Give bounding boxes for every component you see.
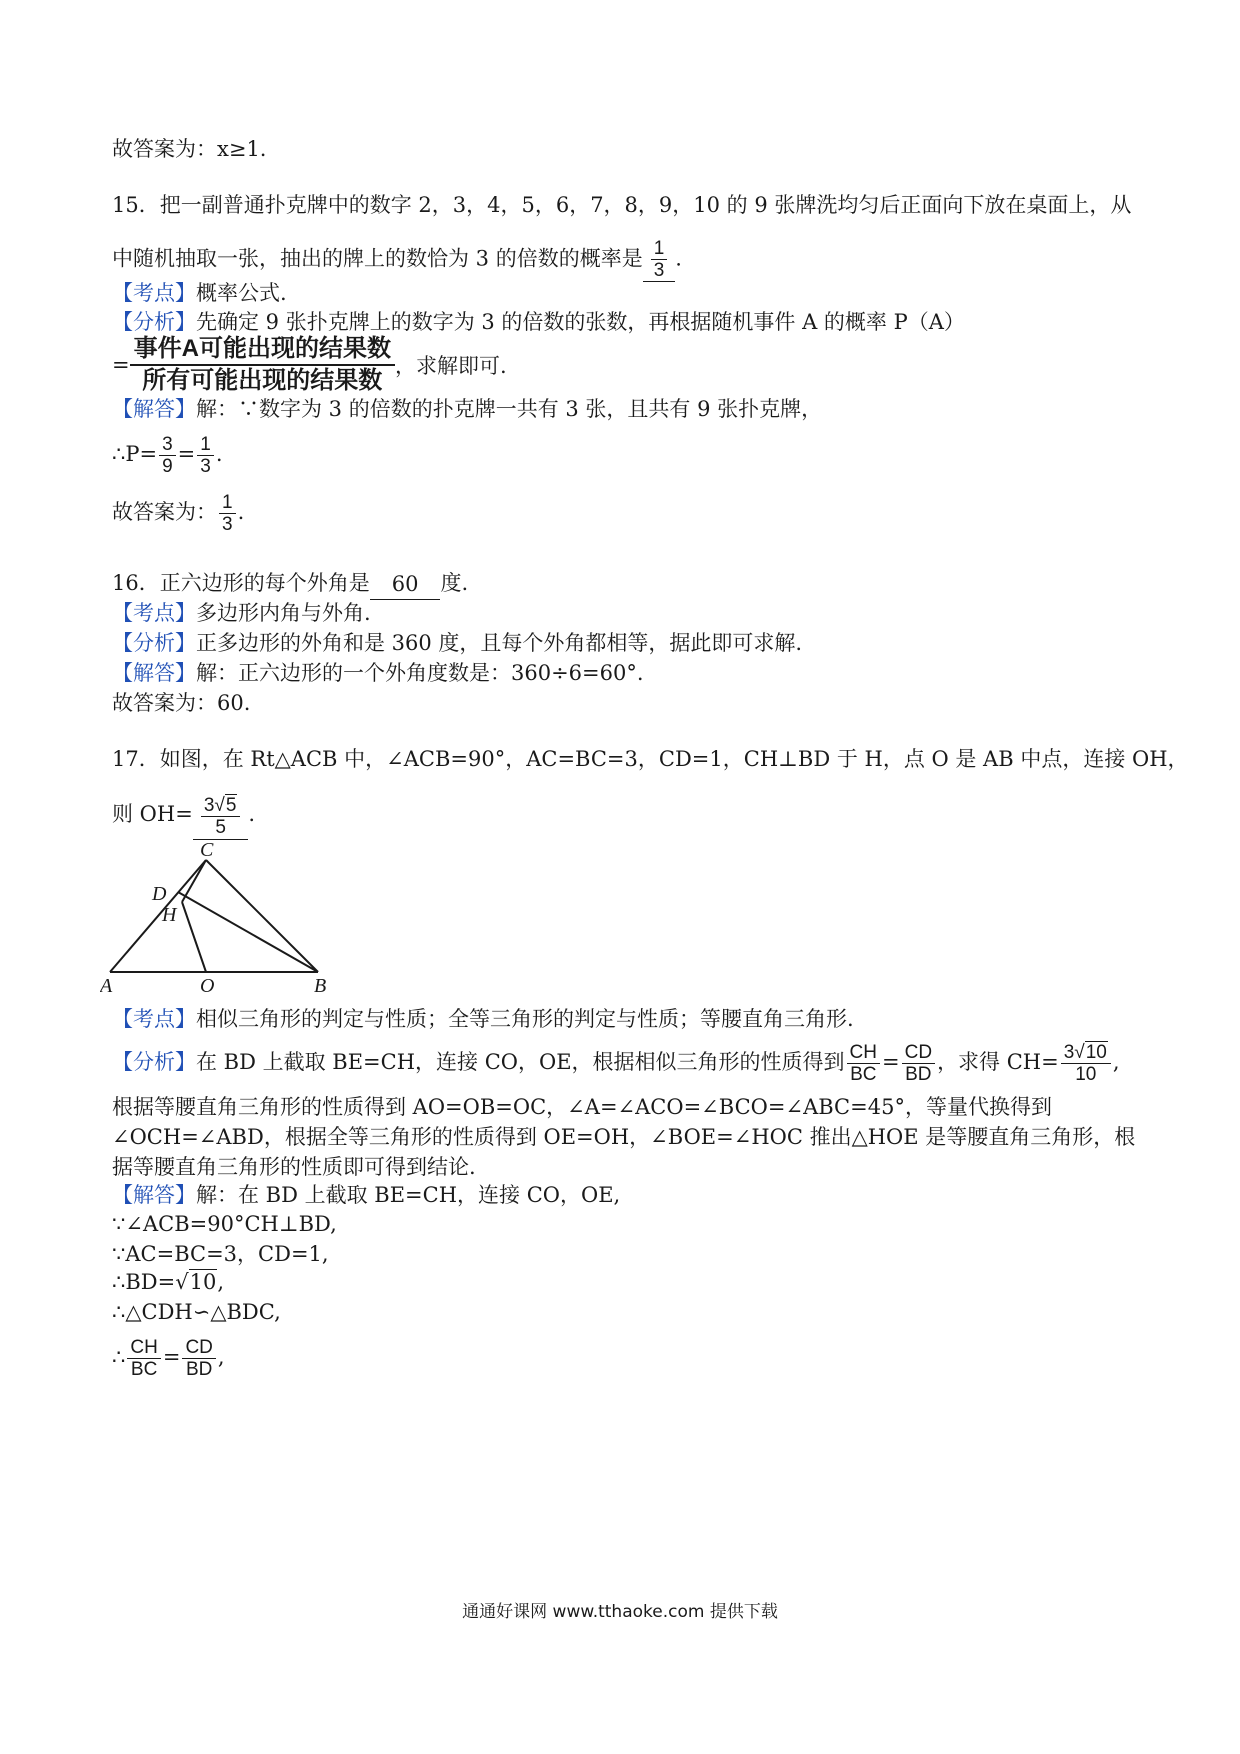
frac-num: 1 (197, 434, 214, 456)
frac-num: CH (127, 1337, 160, 1359)
text: 故答案为： (112, 500, 217, 524)
tag: 【解答】 (112, 397, 196, 421)
jieda-16 (112, 658, 644, 688)
period: . (215, 442, 223, 466)
fenxi-15-formula (112, 334, 507, 400)
label-h: H (162, 904, 177, 926)
text: ，求得 CH= (937, 1050, 1059, 1074)
text: 则 OH= (112, 802, 193, 826)
comma: , (217, 1345, 225, 1369)
frac-num: CH (847, 1042, 880, 1064)
jieda-17 (112, 1180, 620, 1210)
fenxi-15 (112, 307, 965, 337)
tag: 【解答】 (112, 1183, 196, 1207)
equals: = (112, 353, 130, 377)
frac-den: 3 (200, 456, 211, 477)
problem-15-text: 15．把一副普通扑克牌中的数字 2，3，4，5，6，7，8，9，10 的 9 张牌洗均匀后正面向下放在桌面上，从 (112, 193, 1132, 217)
answer-blank (193, 791, 249, 840)
problem-16-text (112, 568, 468, 598)
text: 正多边形的外角和是 360 度，且每个外角都相等，据此即可求解. (196, 631, 803, 655)
fenxi-16 (112, 628, 802, 658)
kaodian-16 (112, 598, 371, 628)
radicand: 10 (1085, 1042, 1107, 1063)
fenxi-17-line4: 据等腰直角三角形的性质即可得到结论. (112, 1155, 476, 1179)
frac-den: 5 (215, 817, 226, 838)
equals: = (882, 1050, 900, 1074)
radicand: 5 (225, 795, 237, 816)
text: ∴P= (112, 442, 158, 466)
fenxi-17 (112, 1034, 1120, 1090)
frac-num: 3 (159, 434, 176, 456)
tag: 【分析】 (112, 1050, 196, 1074)
problem-17-line2 (112, 790, 255, 838)
coef: 3 (203, 795, 215, 816)
answer-line-14: 故答案为：x≥1. (112, 137, 267, 161)
tag: 【分析】 (112, 310, 196, 334)
frac-den: 所有可能出现的结果数 (142, 367, 383, 394)
label-b: B (314, 975, 327, 997)
radicand: 10 (189, 1270, 217, 1294)
frac-num: 1 (219, 492, 236, 514)
frac-num: 事件A可能出现的结果数 (130, 334, 395, 366)
frac-den: BC (850, 1064, 877, 1085)
period: . (237, 500, 245, 524)
text: 16．正六边形的每个外角是 (112, 571, 370, 595)
answer-15 (112, 488, 244, 536)
text: 概率公式. (196, 281, 287, 305)
text: 解：在 BD 上截取 BE=CH，连接 CO，OE, (196, 1183, 621, 1207)
text: ，求解即可. (394, 354, 507, 378)
frac-num (201, 795, 241, 817)
tag: 【考点】 (112, 1007, 196, 1031)
text: 度. (440, 571, 469, 595)
jieda-17-step5 (112, 1330, 225, 1384)
text: 先确定 9 张扑克牌上的数字为 3 的倍数的张数，再根据随机事件 A 的概率 P（A） (196, 310, 965, 334)
equals: = (177, 442, 196, 466)
tag: 【分析】 (112, 631, 196, 655)
coef: 3 (1063, 1042, 1075, 1063)
text: 多边形内角与外角. (196, 601, 371, 625)
jieda-17-step3 (112, 1267, 224, 1297)
frac-num (1061, 1042, 1111, 1064)
fenxi-17-line2: 根据等腰直角三角形的性质得到 AO=OB=OC，∠A=∠ACO=∠BCO=∠ABC=45°，等量代换得到 (112, 1095, 1052, 1119)
sqrt-icon: √5 (214, 795, 237, 816)
period: . (675, 246, 682, 271)
tag: 【解答】 (112, 661, 196, 685)
problem-17-text: 17．如图，在 Rt△ACB 中，∠ACB=90°，AC=BC=3，CD=1，CH⊥BD 于 H，点 O 是 AB 中点，连接 OH， (112, 747, 1189, 771)
text: 相似三角形的判定与性质；全等三角形的判定与性质；等腰直角三角形. (196, 1007, 854, 1031)
problem-15-line2 (112, 238, 682, 281)
probability-formula (130, 334, 395, 396)
frac-den: BD (905, 1064, 932, 1085)
frac-num: CD (182, 1337, 215, 1359)
frac-den: BC (130, 1359, 158, 1380)
jieda-15 (112, 394, 822, 424)
text: 解：∵数字为 3 的倍数的扑克牌一共有 3 张，且共有 9 张扑克牌， (196, 397, 823, 421)
tag: 【考点】 (112, 281, 196, 305)
jieda-17-step2: ∵AC=BC=3，CD=1, (112, 1242, 329, 1266)
label-a: A (100, 975, 113, 997)
frac-num: 1 (651, 238, 668, 260)
text: 解：正六边形的一个外角度数是：360÷6=60°. (196, 661, 644, 685)
triangle-figure (100, 840, 360, 1010)
jieda-17-step1: ∵∠ACB=90°CH⊥BD, (112, 1212, 337, 1236)
tag: 【考点】 (112, 601, 196, 625)
frac-den: 3 (653, 260, 665, 281)
label-c: C (200, 840, 214, 861)
frac-den: 3 (222, 514, 233, 535)
text: 在 BD 上截取 BE=CH，连接 CO，OE，根据相似三角形的性质得到 (196, 1050, 845, 1074)
comma: , (217, 1270, 225, 1294)
frac-num: CD (902, 1042, 935, 1064)
period: . (248, 802, 256, 826)
fenxi-17-line3: ∠OCH=∠ABD，根据全等三角形的性质得到 OE=OH，∠BOE=∠HOC 推出△HOE 是等腰直角三角形，根 (112, 1125, 1136, 1149)
answer-blank: 60 (370, 569, 441, 600)
equals: = (162, 1345, 181, 1369)
text: ∴BD= (112, 1270, 176, 1294)
text: ∴ (112, 1345, 126, 1369)
frac-den: 10 (1075, 1064, 1097, 1085)
jieda-17-step4: ∴△CDH∽△BDC, (112, 1300, 281, 1324)
answer-16: 故答案为：60. (112, 691, 251, 715)
kaodian-17 (112, 1004, 854, 1034)
frac-den: 9 (162, 456, 173, 477)
answer-blank (643, 238, 676, 282)
label-o: O (200, 975, 215, 997)
text: 中随机抽取一张，抽出的牌上的数恰为 3 的倍数的概率是 (112, 246, 643, 271)
jieda-15-eq (112, 430, 223, 478)
label-d: D (152, 883, 167, 905)
page-footer: 通通好课网 www.tthaoke.com 提供下载 (462, 1602, 778, 1622)
kaodian-15 (112, 278, 287, 308)
frac-den: BD (185, 1359, 213, 1380)
sqrt-icon: √10 (175, 1270, 217, 1294)
comma: , (1112, 1050, 1120, 1074)
sqrt-icon: √10 (1074, 1042, 1107, 1063)
